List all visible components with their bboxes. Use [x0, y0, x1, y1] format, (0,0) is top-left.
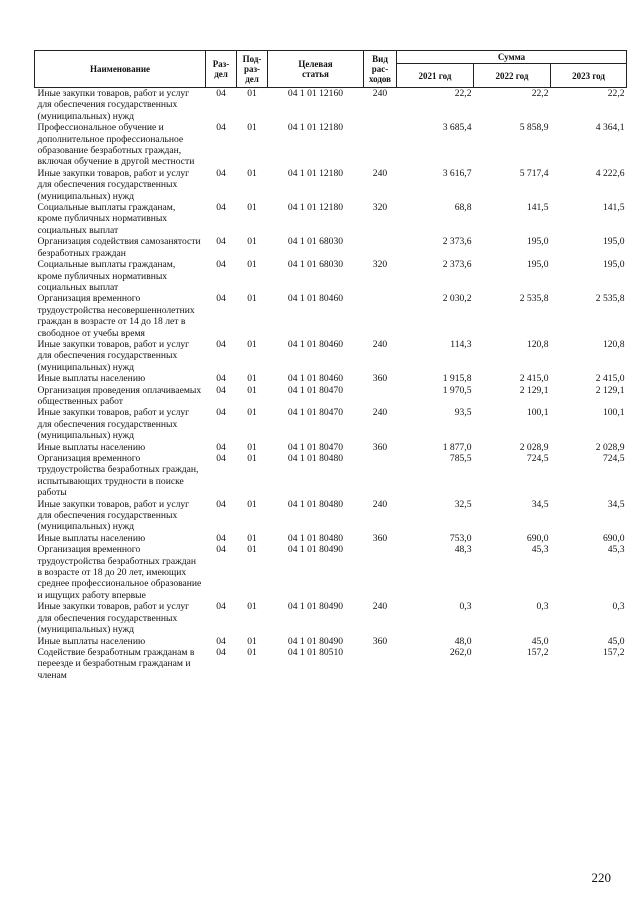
cell-sum-2022: 45,3 — [531, 544, 549, 556]
table-row — [35, 236, 627, 259]
cell-sum-2021: 22,2 — [454, 88, 472, 99]
cell-sum-2023: 2 028,9 — [595, 441, 625, 453]
cell-razdel: 04 — [216, 646, 226, 658]
header-year-2021: 2021 год — [397, 64, 474, 88]
table-body — [35, 88, 627, 682]
cell-expense-type — [364, 293, 397, 339]
cell-sum-2021: 68,8 — [454, 202, 472, 214]
cell-razdel: 04 — [216, 453, 226, 464]
cell-sum-2023: 157,2 — [602, 646, 625, 658]
table-row — [35, 601, 627, 635]
header-razdel: Раз- дел — [206, 51, 237, 88]
cell-sum-2022: 45,0 — [531, 635, 549, 647]
table-row — [35, 407, 627, 441]
cell-sum-2022: 195,0 — [526, 259, 549, 271]
cell-name: Иные закупки товаров, работ и услуг для обеспечения государственных (муниципальных) нужд — [37, 88, 190, 122]
cell-expense-type: 240 — [372, 407, 388, 419]
cell-expense-type — [364, 385, 397, 408]
cell-name: Иные выплаты населению — [37, 635, 146, 647]
cell-sum-2023: 2 415,0 — [595, 373, 625, 385]
cell-sum-2023: 141,5 — [602, 202, 625, 214]
cell-target-article: 04 1 01 12160 — [287, 88, 344, 99]
cell-target-article: 04 1 01 80460 — [287, 338, 344, 350]
cell-podrazdel: 01 — [247, 236, 257, 248]
cell-razdel: 04 — [216, 532, 226, 544]
cell-razdel: 04 — [216, 407, 226, 419]
cell-razdel: 04 — [216, 635, 226, 647]
cell-podrazdel: 01 — [247, 88, 257, 99]
cell-sum-2021: 2 030,2 — [442, 293, 472, 305]
cell-razdel: 04 — [216, 338, 226, 350]
cell-razdel: 04 — [216, 293, 226, 305]
header-year-2023: 2023 год — [551, 64, 627, 88]
cell-sum-2022: 724,5 — [526, 453, 549, 464]
cell-expense-type — [364, 647, 397, 681]
cell-sum-2021: 3 685,4 — [442, 122, 472, 134]
cell-expense-type: 360 — [372, 635, 388, 647]
cell-razdel: 04 — [216, 88, 226, 99]
cell-expense-type — [364, 453, 397, 499]
cell-target-article: 04 1 01 80470 — [287, 384, 344, 396]
cell-podrazdel: 01 — [247, 635, 257, 647]
cell-razdel: 04 — [216, 202, 226, 214]
cell-podrazdel: 01 — [247, 259, 257, 271]
cell-sum-2023: 195,0 — [602, 259, 625, 271]
cell-target-article: 04 1 01 80460 — [287, 293, 344, 305]
header-year-2022: 2022 год — [474, 64, 551, 88]
table-row — [35, 453, 627, 499]
cell-name: Организация временного трудоустройства безработных граждан в возрасте от 18 до 20 лет, имеющих среднее профессиональное образование и ищущих работу впервые — [37, 544, 202, 601]
cell-sum-2021: 1 915,8 — [442, 373, 472, 385]
cell-name: Организация временного трудоустройства несовершеннолетних граждан в возрасте от 14 до 18 лет в свободное от учебы время — [37, 293, 195, 339]
cell-expense-type: 320 — [372, 259, 388, 271]
cell-sum-2021: 785,5 — [449, 453, 472, 464]
cell-sum-2023: 195,0 — [602, 236, 625, 248]
cell-podrazdel: 01 — [247, 167, 257, 179]
cell-name: Иные закупки товаров, работ и услуг для обеспечения государственных (муниципальных) нужд — [37, 407, 190, 442]
cell-sum-2022: 690,0 — [526, 532, 549, 544]
cell-podrazdel: 01 — [247, 453, 257, 464]
table-row — [35, 168, 627, 202]
cell-sum-2022: 2 129,1 — [519, 384, 549, 396]
cell-sum-2022: 5 717,4 — [519, 167, 549, 179]
cell-name: Организация проведения оплачиваемых общественных работ — [37, 384, 202, 407]
cell-razdel: 04 — [216, 373, 226, 385]
cell-target-article: 04 1 01 68030 — [287, 236, 344, 248]
table-row — [35, 533, 627, 544]
table-row — [35, 373, 627, 384]
cell-sum-2022: 157,2 — [526, 646, 549, 658]
table-row — [35, 385, 627, 408]
cell-sum-2022: 141,5 — [526, 202, 549, 214]
cell-podrazdel: 01 — [247, 532, 257, 544]
cell-expense-type: 320 — [372, 202, 388, 214]
cell-sum-2022: 2 535,8 — [519, 293, 549, 305]
table-row — [35, 259, 627, 293]
cell-target-article: 04 1 01 12180 — [287, 167, 344, 179]
cell-podrazdel: 01 — [247, 384, 257, 396]
cell-podrazdel: 01 — [247, 646, 257, 658]
cell-name: Иные закупки товаров, работ и услуг для обеспечения государственных (муниципальных) нужд — [37, 601, 190, 636]
cell-target-article: 04 1 01 80510 — [287, 646, 344, 658]
cell-razdel: 04 — [216, 441, 226, 453]
cell-podrazdel: 01 — [247, 601, 257, 613]
cell-razdel: 04 — [216, 384, 226, 396]
cell-sum-2021: 48,0 — [454, 635, 472, 647]
cell-podrazdel: 01 — [247, 122, 257, 134]
cell-expense-type: 360 — [372, 373, 388, 385]
cell-target-article: 04 1 01 80460 — [287, 373, 344, 385]
cell-expense-type: 240 — [372, 498, 388, 510]
cell-razdel: 04 — [216, 236, 226, 248]
cell-name: Иные закупки товаров, работ и услуг для обеспечения государственных (муниципальных) нужд — [37, 167, 190, 202]
cell-sum-2021: 753,0 — [449, 532, 472, 544]
cell-expense-type: 240 — [372, 167, 388, 179]
table-row — [35, 499, 627, 533]
cell-sum-2023: 34,5 — [607, 498, 625, 510]
cell-sum-2023: 120,8 — [602, 338, 625, 350]
cell-sum-2022: 195,0 — [526, 236, 549, 248]
cell-sum-2021: 1 877,0 — [442, 441, 472, 453]
cell-name: Профессиональное обучение и дополнительное профессиональное образование безработных граждан, включая обучение в другой местности — [37, 122, 195, 168]
cell-sum-2021: 262,0 — [449, 646, 472, 658]
cell-razdel: 04 — [216, 122, 226, 134]
cell-name: Социальные выплаты гражданам, кроме публичных нормативных социальных выплат — [37, 259, 176, 293]
cell-expense-type: 240 — [372, 338, 388, 350]
table-row — [35, 544, 627, 601]
cell-sum-2022: 2 415,0 — [519, 373, 549, 385]
cell-target-article: 04 1 01 80480 — [287, 498, 344, 510]
header-expense-type: Вид рас- ходов — [364, 51, 397, 88]
cell-target-article: 04 1 01 68030 — [287, 259, 344, 271]
table-row — [35, 88, 627, 123]
cell-sum-2023: 2 129,1 — [595, 384, 625, 396]
cell-name: Организация временного трудоустройства безработных граждан, испытывающих трудности в поиске работы — [37, 453, 199, 499]
cell-name: Содействие безработным гражданам в переезде и безработным гражданам и членам — [37, 646, 195, 681]
cell-sum-2021: 93,5 — [454, 407, 472, 419]
cell-sum-2023: 4 222,6 — [595, 167, 625, 179]
cell-podrazdel: 01 — [247, 338, 257, 350]
cell-sum-2023: 4 364,1 — [595, 122, 625, 134]
cell-podrazdel: 01 — [247, 373, 257, 385]
cell-sum-2022: 120,8 — [526, 338, 549, 350]
cell-razdel: 04 — [216, 544, 226, 556]
cell-expense-type — [364, 122, 397, 168]
header-podrazdel: Под- раз- дел — [237, 51, 268, 88]
budget-table — [34, 50, 627, 681]
page-number: 220 — [591, 870, 611, 885]
cell-sum-2022: 0,3 — [536, 601, 549, 613]
table-row — [35, 647, 627, 681]
cell-sum-2021: 48,3 — [454, 544, 472, 556]
cell-name: Иные закупки товаров, работ и услуг для обеспечения государственных (муниципальных) нужд — [37, 338, 190, 373]
cell-razdel: 04 — [216, 498, 226, 510]
cell-razdel: 04 — [216, 259, 226, 271]
cell-sum-2022: 5 858,9 — [519, 122, 549, 134]
table-row — [35, 122, 627, 168]
cell-razdel: 04 — [216, 167, 226, 179]
cell-sum-2023: 690,0 — [602, 532, 625, 544]
cell-sum-2023: 22,2 — [607, 88, 625, 99]
table-row — [35, 442, 627, 453]
cell-name: Иные выплаты населению — [37, 373, 146, 385]
cell-sum-2023: 724,5 — [602, 453, 625, 464]
cell-expense-type — [364, 236, 397, 259]
cell-target-article: 04 1 01 80480 — [287, 532, 344, 544]
cell-sum-2021: 1 970,5 — [442, 384, 472, 396]
cell-target-article: 04 1 01 80480 — [287, 453, 344, 464]
cell-sum-2023: 100,1 — [602, 407, 625, 419]
cell-podrazdel: 01 — [247, 544, 257, 556]
cell-name: Иные выплаты населению — [37, 441, 146, 453]
cell-target-article: 04 1 01 80470 — [287, 441, 344, 453]
cell-name: Организация содействия самозанятости безработных граждан — [37, 236, 201, 259]
cell-sum-2021: 2 373,6 — [442, 236, 472, 248]
cell-podrazdel: 01 — [247, 407, 257, 419]
cell-expense-type: 360 — [372, 532, 388, 544]
cell-sum-2021: 32,5 — [454, 498, 472, 510]
cell-name: Иные закупки товаров, работ и услуг для обеспечения государственных (муниципальных) нужд — [37, 498, 190, 533]
cell-expense-type: 240 — [372, 601, 388, 613]
header-target-article: Целевая статья — [268, 51, 364, 88]
cell-sum-2022: 34,5 — [531, 498, 549, 510]
cell-podrazdel: 01 — [247, 202, 257, 214]
cell-target-article: 04 1 01 80490 — [287, 601, 344, 613]
cell-target-article: 04 1 01 80470 — [287, 407, 344, 419]
cell-sum-2021: 3 616,7 — [442, 167, 472, 179]
cell-sum-2023: 45,3 — [607, 544, 625, 556]
table-header — [35, 51, 627, 88]
header-name: Наименование — [35, 51, 206, 88]
cell-expense-type: 360 — [372, 441, 388, 453]
cell-sum-2022: 100,1 — [526, 407, 549, 419]
cell-name: Иные выплаты населению — [37, 532, 146, 544]
cell-podrazdel: 01 — [247, 441, 257, 453]
cell-sum-2021: 0,3 — [459, 601, 472, 613]
cell-sum-2023: 45,0 — [607, 635, 625, 647]
table-row — [35, 339, 627, 373]
table-row — [35, 293, 627, 339]
cell-sum-2021: 114,3 — [450, 338, 472, 350]
cell-target-article: 04 1 01 80490 — [287, 544, 344, 556]
cell-expense-type — [364, 544, 397, 601]
cell-target-article: 04 1 01 80490 — [287, 635, 344, 647]
cell-sum-2022: 2 028,9 — [519, 441, 549, 453]
cell-target-article: 04 1 01 12180 — [287, 202, 344, 214]
table-row — [35, 636, 627, 647]
cell-target-article: 04 1 01 12180 — [287, 122, 344, 134]
cell-sum-2023: 2 535,8 — [595, 293, 625, 305]
cell-sum-2023: 0,3 — [612, 601, 625, 613]
table-row — [35, 202, 627, 236]
header-sum: Сумма — [397, 51, 627, 64]
cell-expense-type: 240 — [372, 88, 388, 99]
cell-podrazdel: 01 — [247, 293, 257, 305]
cell-name: Социальные выплаты гражданам, кроме публичных нормативных социальных выплат — [37, 202, 176, 236]
cell-sum-2021: 2 373,6 — [442, 259, 472, 271]
cell-razdel: 04 — [216, 601, 226, 613]
cell-sum-2022: 22,2 — [531, 88, 549, 99]
cell-podrazdel: 01 — [247, 498, 257, 510]
